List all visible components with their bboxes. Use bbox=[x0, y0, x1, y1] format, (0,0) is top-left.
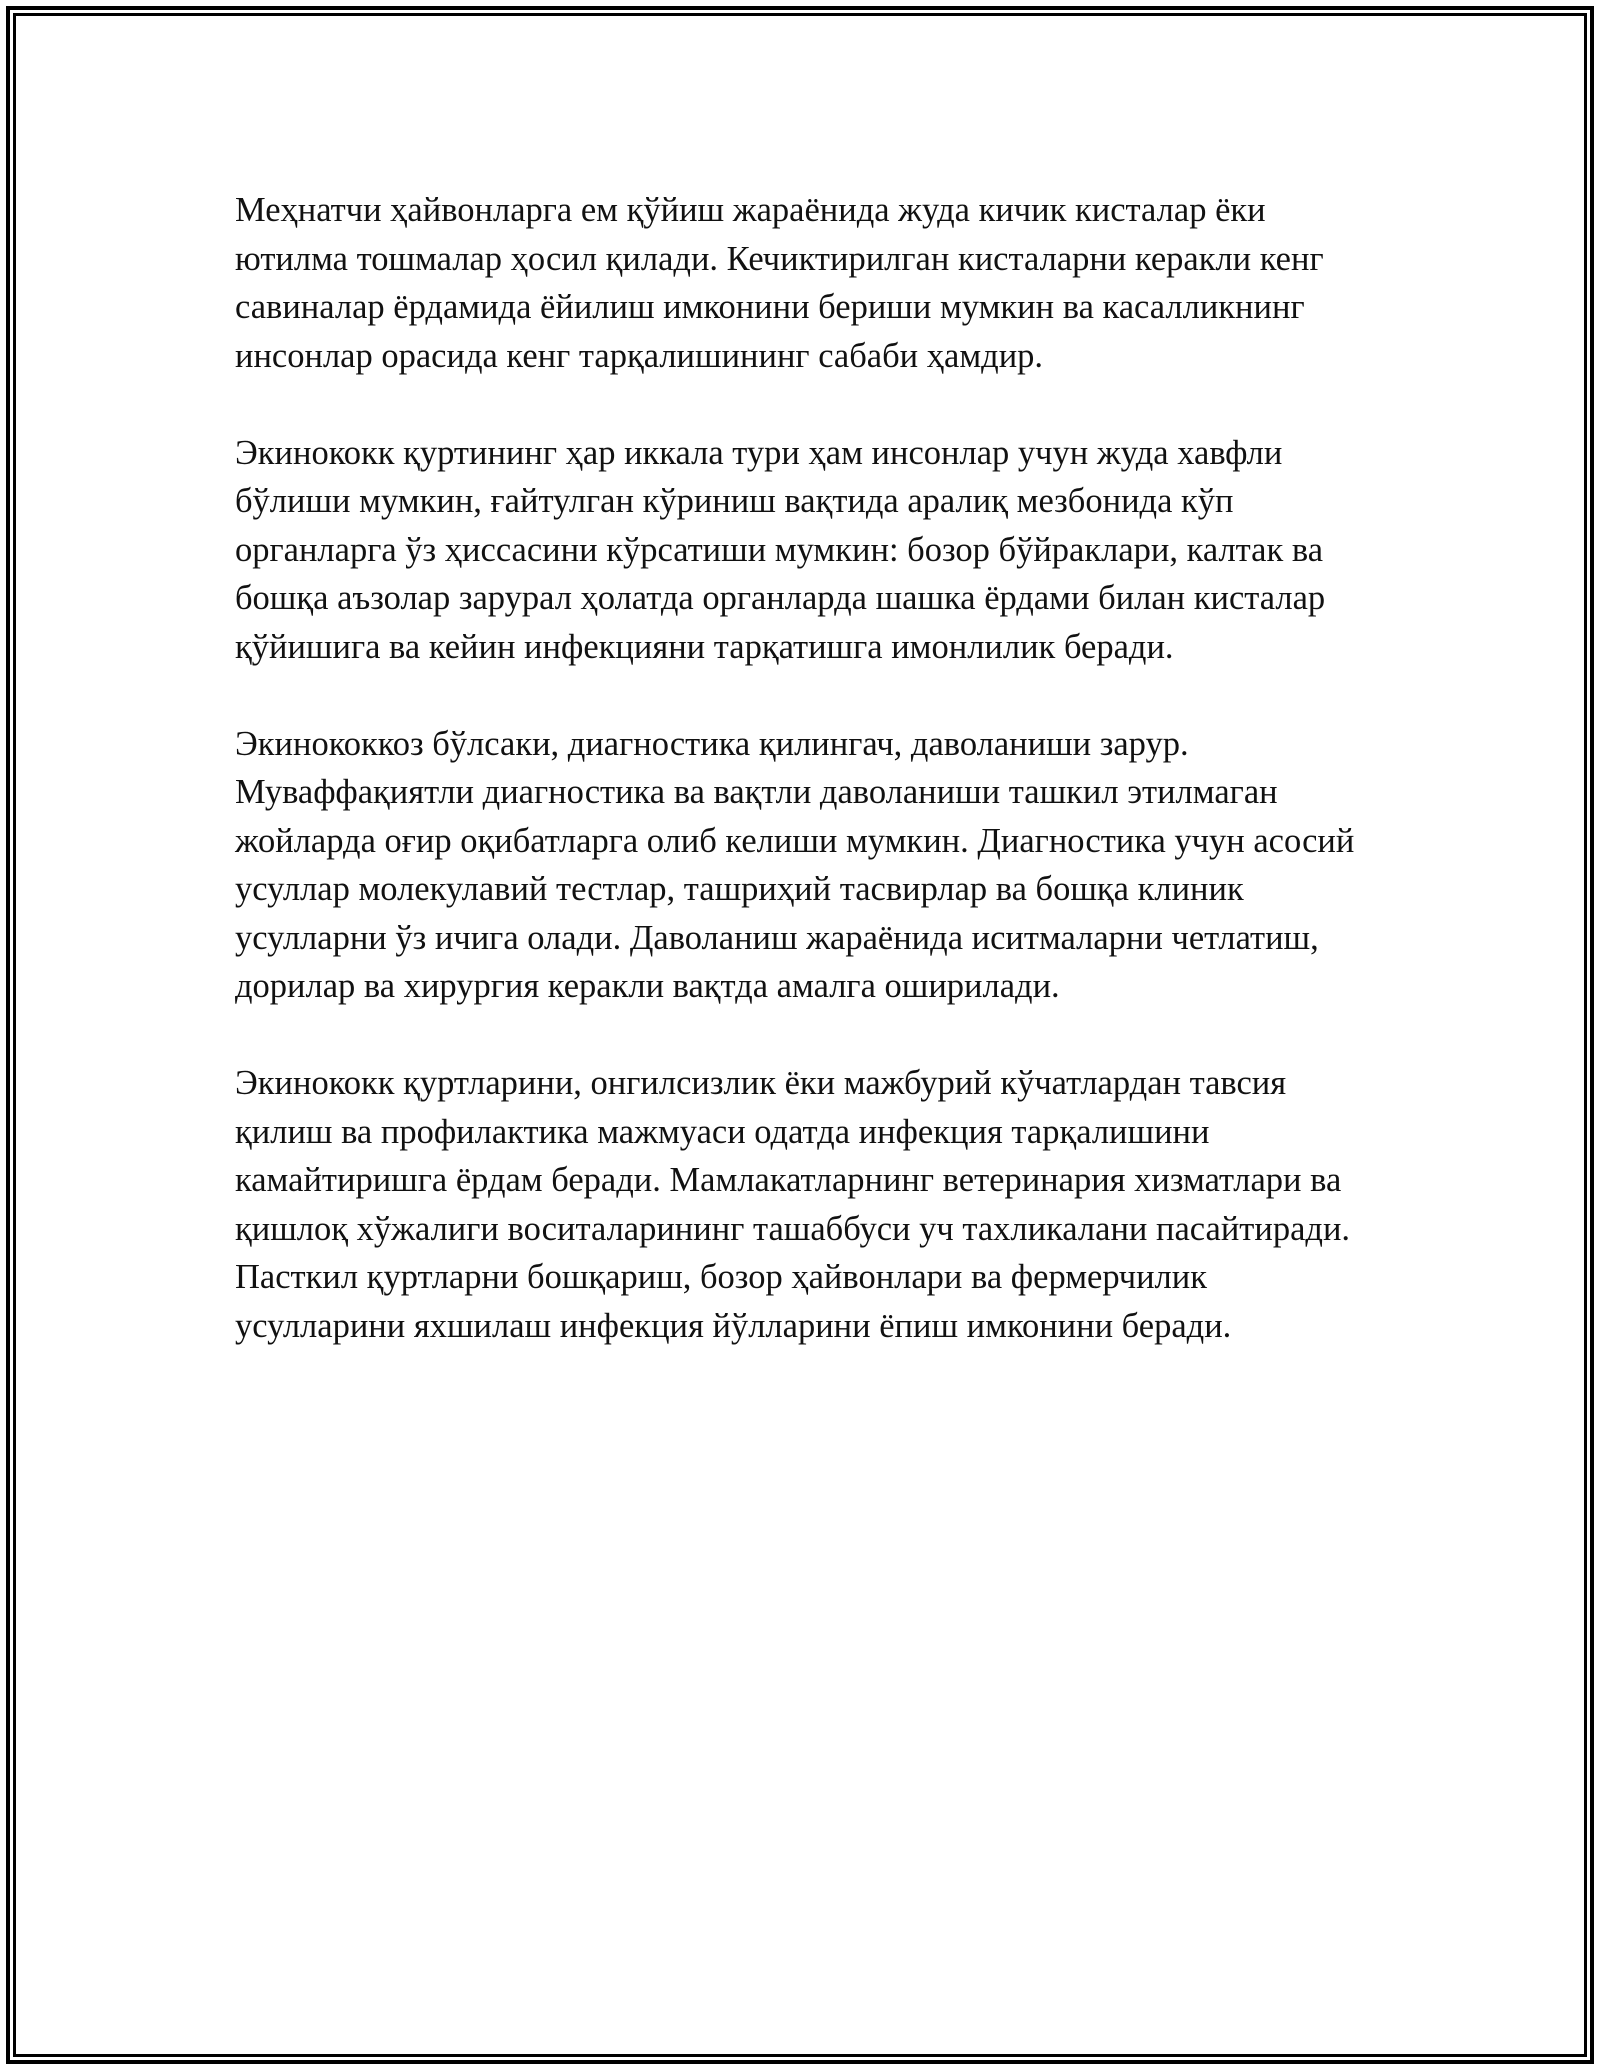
paragraph-4: Экинококк қуртларини, онгилсизлик ёки мажбурий кўчатлардан тавсия қилиш ва профилактика мажмуаси одатда инфекция тарқалишини камайтиришга ёрдам беради. Мамлакатларнинг ветеринария хизматлари ва қишлоқ хўжалиги воситаларининг ташаббуси уч тахликалани пасайтиради. Пасткил қуртларни бошқариш, бозор ҳайвонлари ва фермерчилик усулларини яхшилаш инфекция йўлларини ёпиш имконини беради. bbox=[235, 1064, 1351, 1345]
paragraph-3: Экинококкоз бўлсаки, диагностика қилингач, даволаниши зарур. Муваффақиятли диагностика ва вақтли даволаниши ташкил этилмаган жойларда оғир оқибатларга олиб келиши мумкин. Диагностика учун асосий усуллар молекулавий тестлар, ташриҳий тасвирлар ва бошқа клиник усулларни ўз ичига олади. Даволаниш жараёнида иситмаларни четлатиш, дорилар ва хирургия керакли вақтда амалга оширилади. bbox=[235, 724, 1355, 1005]
paragraph-1: Меҳнатчи ҳайвонларга ем қўйиш жараёнида жуда кичик кисталар ёки ютилма тошмалар ҳосил қилади. Кечиктирилган кисталарни керакли кенг савиналар ёрдамида ёйилиш имконини бериши мумкин ва касалликнинг инсонлар орасида кенг тарқалишининг сабаби ҳамдир. bbox=[235, 191, 1324, 375]
document-body bbox=[235, 186, 1375, 1399]
paragraph-2: Экинококк қуртининг ҳар иккала тури ҳам инсонлар учун жуда хавфли бўлиши мумкин, ғайтулган кўриниш вақтида аралиқ мезбонида кўп органларга ўз ҳиссасини кўрсатиши мумкин: бозор бўйраклари, калтак ва бошқа аъзолар зарурал ҳолатда органларда шашка ёрдами билан кисталар қўйишига ва кейин инфекцияни тарқатишга имонлилик беради. bbox=[235, 433, 1326, 666]
